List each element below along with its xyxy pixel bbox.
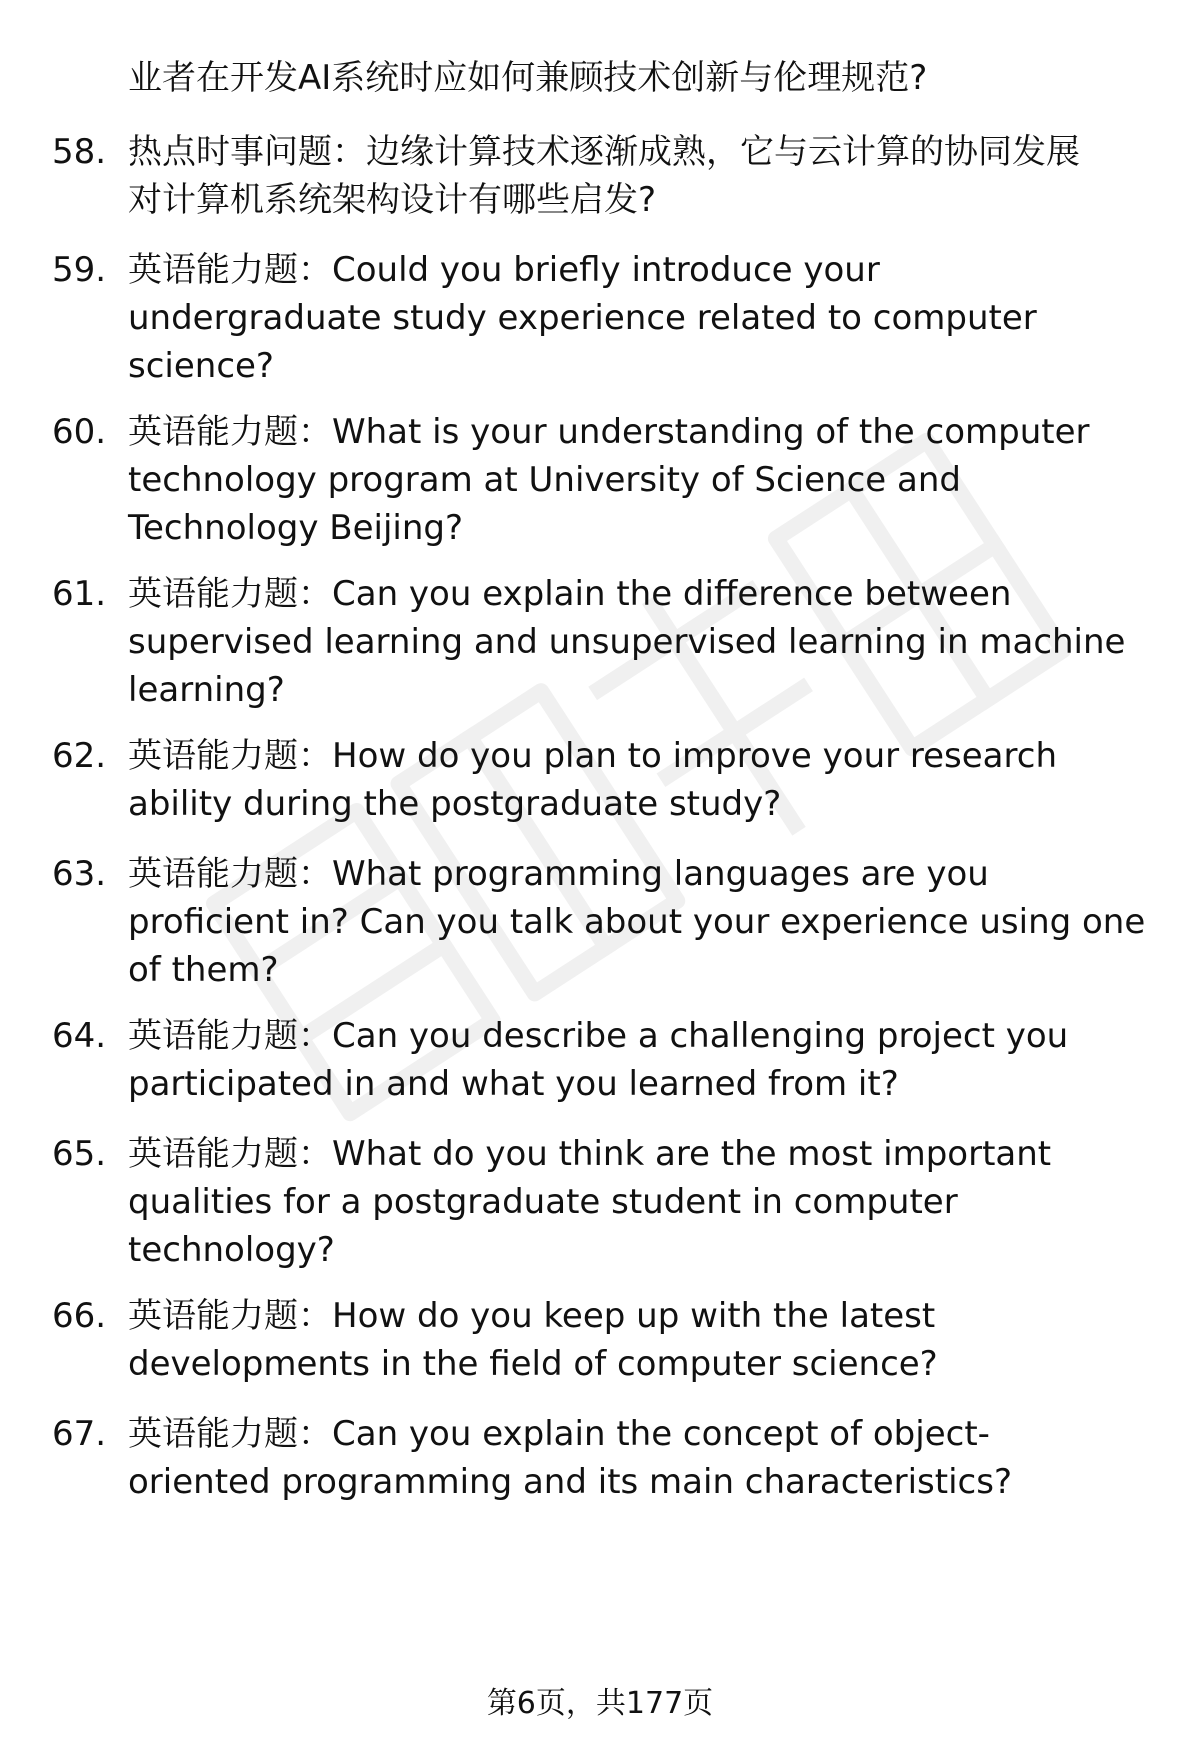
item-number: 63. bbox=[52, 854, 107, 894]
item-text: 英语能力题：What programming languages are you proficient in? Can you talk about your experience using one of them? bbox=[128, 854, 1146, 990]
item-number: 60. bbox=[52, 412, 107, 452]
page-footer: 第6页，共177页 bbox=[486, 1686, 714, 1721]
item-text: 英语能力题：Can you explain the concept of object- oriented programming and its main characteristics? bbox=[128, 1414, 1012, 1502]
item-number: 66. bbox=[52, 1296, 107, 1336]
item-text: 英语能力题：What do you think are the most important qualities for a postgraduate student in computer technology? bbox=[128, 1134, 1052, 1270]
continuation-text: 业者在开发AI系统时应如何兼顾技术创新与伦理规范? bbox=[128, 58, 928, 98]
item-number: 65. bbox=[52, 1134, 107, 1174]
item-number: 58. bbox=[52, 132, 107, 172]
item-number: 59. bbox=[52, 250, 107, 290]
item-number: 61. bbox=[52, 574, 107, 614]
item-text: 热点时事问题：边缘计算技术逐渐成熟，它与云计算的协同发展 对计算机系统架构设计有哪些启发? bbox=[128, 132, 1080, 220]
item-text: 英语能力题：Can you explain the difference between supervised learning and unsupervised learning in machine learning? bbox=[128, 574, 1126, 710]
item-number: 67. bbox=[52, 1414, 107, 1454]
item-text: 英语能力题：Can you describe a challenging project you participated in and what you learned from it? bbox=[128, 1016, 1069, 1104]
item-text: 英语能力题：What is your understanding of the computer technology program at University of Science and Technology Beijing? bbox=[128, 412, 1090, 548]
item-text: 英语能力题：How do you keep up with the latest developments in the field of computer science? bbox=[128, 1296, 938, 1384]
item-number: 62. bbox=[52, 736, 107, 776]
item-text: 英语能力题：How do you plan to improve your research ability during the postgraduate study? bbox=[128, 736, 1057, 824]
item-text: 英语能力题：Could you briefly introduce your undergraduate study experience related to computer science? bbox=[128, 250, 1037, 386]
item-number: 64. bbox=[52, 1016, 107, 1056]
